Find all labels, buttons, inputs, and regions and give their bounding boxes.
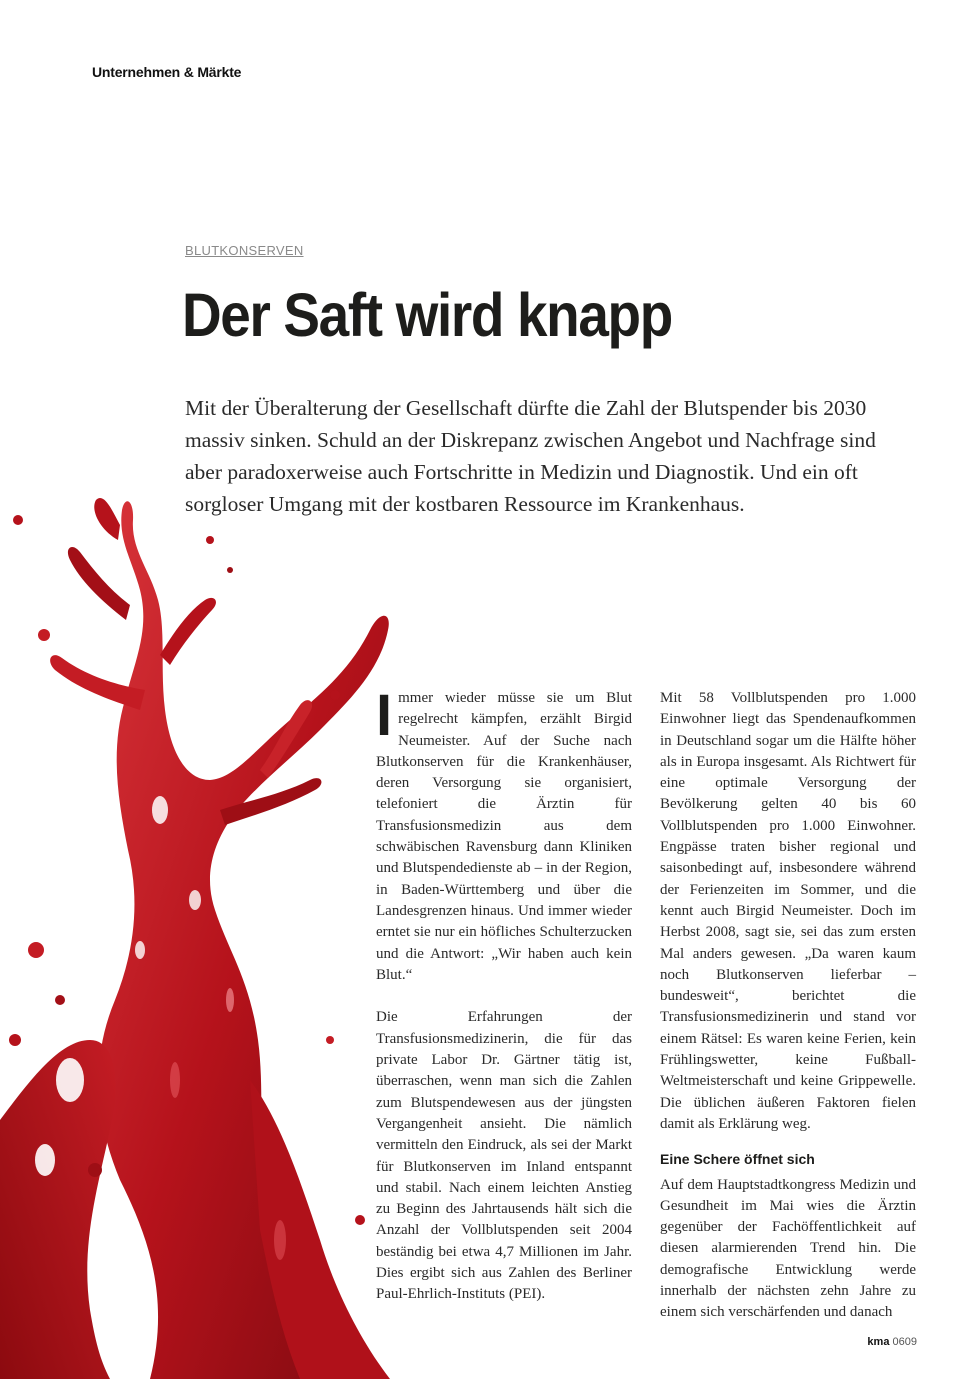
article-title: Der Saft wird knapp (182, 281, 672, 349)
article-kicker[interactable]: BLUTKONSERVEN (185, 243, 304, 258)
paragraph-text: mmer wieder müsse sie um Blut regelrecht kämpfen, erzählt Birgid Neumeister. Auf der Suche nach Blutkonserven für die Krankenhäuser, deren Versorgung sie organisiert, telefoniert die Ärztin für Transfusionsmedizin aus dem schwäbischen Ravensburg dann Kliniken und Blutspendedienste ab – in der Region, in Baden-Württemberg und über die Landesgrenzen hinaus. Und immer wieder erntet sie nur ein höfliches Schulterzucken und die Antwort: „Wir haben auch kein Blut.“ (376, 690, 632, 983)
article-paragraph: Die Erfahrungen der Transfusionsmedizinerin, die für das private Labor Dr. Gärtner tätig ist, überraschen, wenn man sich die Zahlen zum Blutspendewesen aus der jüngsten Vergangenheit ansieht. Die nämlich vermitteln den Eindruck, als sei der Markt für Blutkonserven im Inland entspannt und stabil. Nach einem leichten Anstieg zu Beginn des Jahrtausends hält sich die Anzahl der Vollblutspenden seit 2004 beständig bei etwa 4,7 Millionen im Jahr. Dies ergibt sich aus Zahlen des Berliner Paul-Ehrlich-Instituts (PEI). (376, 1009, 632, 1303)
section-label: Unternehmen & Märkte (92, 64, 242, 80)
article-paragraph: Mit 58 Vollblutspenden pro 1.000 Einwohner liegt das Spendenaufkommen in Deutschland sogar um die Hälfte höher als in Europa insgesamt. Als Richtwert für eine optimale Versorgung der Bevölkerung gelten 40 bis 60 Vollblutspenden pro 1.000 Einwohner. Engpässe traten bisher regional und saisonbedingt auf, insbesondere während der Ferienzeiten im Sommer, und die kennt auch Birgid Neumeister. Doch im Herbst 2008, sagt sie, sei das zum ersten Mal anders gewesen. „Da waren kaum noch Blutkonserven lieferbar – bundesweit“, berichtet die Transfusionsmedizinerin und stand vor einem Rätsel: Es waren keine Ferien, kein Frühlingswetter, keine Fußball-Weltmeisterschaft und keine Grippewelle. Die üblichen äußeren Faktoren fielen damit als Erklärung weg. (660, 690, 916, 1132)
page-footer (867, 1336, 917, 1348)
article-column-2 (660, 688, 916, 1324)
article-paragraph: Auf dem Hauptstadtkongress Medizin und Gesundheit im Mai wies die Ärztin gegenüber der Fachöffentlichkeit auf diesen alarmierenden Trend hin. Die demografische Entwicklung werde innerhalb der nächsten zehn Jahre zu einem sich verschärfenden und danach (660, 1176, 916, 1321)
blood-splash-image (0, 480, 420, 1379)
article-subhead: Eine Schere öffnet sich (660, 1151, 815, 1168)
article-paragraph (376, 683, 632, 986)
article-lede: Mit der Überalterung der Gesellschaft dürfte die Zahl der Blutspender bis 2030 massiv sinken. Schuld an der Diskrepanz zwischen Angebot und Nachfrage sind aber paradoxerweise auch Fortschritte in Medizin und Diagnostik. Und ein oft sorgloser Umgang mit der kostbaren Ressource im Krankenhaus. (185, 396, 876, 516)
magazine-logo: kma (867, 1336, 890, 1348)
article-column-1 (376, 683, 632, 1306)
issue-number: 0609 (892, 1336, 917, 1348)
drop-cap: I (376, 683, 393, 748)
